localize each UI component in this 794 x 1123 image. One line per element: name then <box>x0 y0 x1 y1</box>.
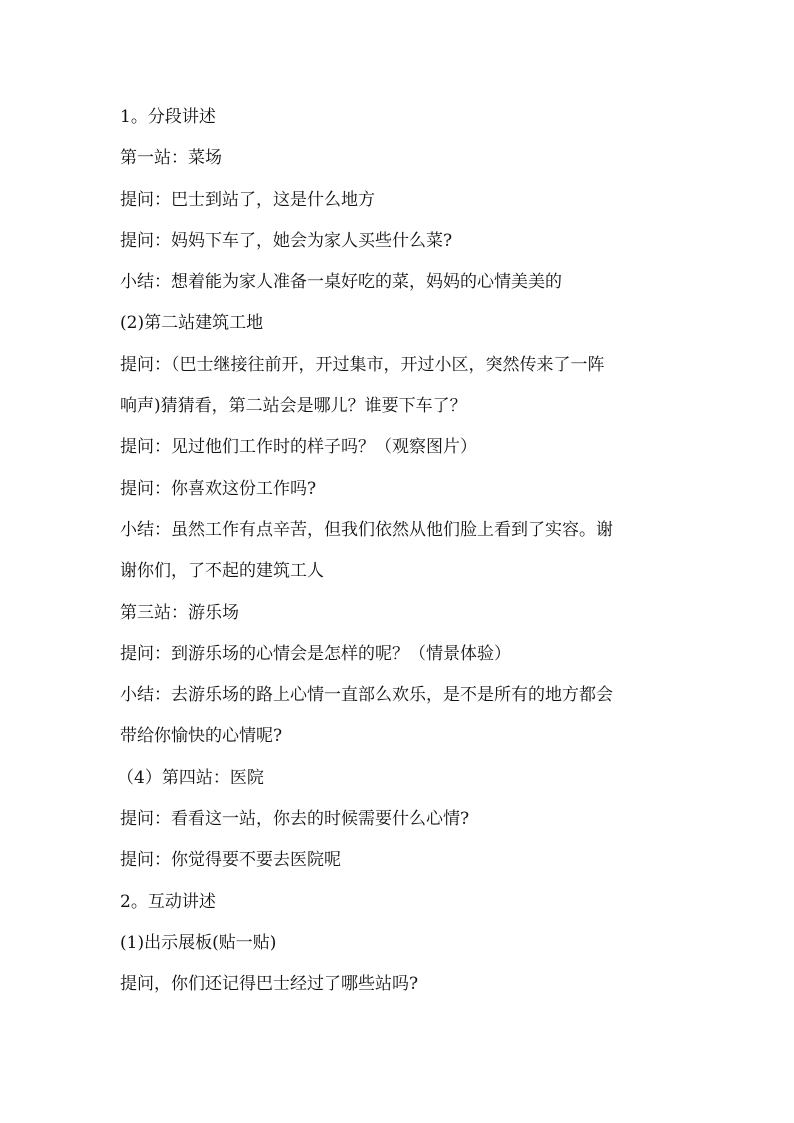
subsection-heading: (1)出示展板(贴一贴) <box>120 932 277 953</box>
paragraph-line: 第一站：菜场 <box>120 148 222 169</box>
section-heading: 1。分段讲述 <box>120 107 216 127</box>
paragraph-line: 小结：去游乐场的路上心情一直部么欢乐，是不是所有的地方都会 <box>120 685 613 706</box>
paragraph-line: 响声)猜猜看，第二站会是哪儿？谁要下车了？ <box>120 396 467 417</box>
paragraph-line: 提问：到游乐场的心情会是怎样的呢？（情景体验） <box>120 643 511 664</box>
paragraph-line: 小结：虽然工作有点辛苦，但我们依然从他们脸上看到了实容。谢 <box>120 519 613 540</box>
subsection-heading: (2)第二站建筑工地 <box>120 313 264 334</box>
subsection-heading: （4）第四站：医院 <box>117 767 264 788</box>
paragraph-line: 提问：见过他们工作时的样子吗？（观察图片） <box>120 437 477 458</box>
paragraph-line: 谢你们，了不起的建筑工人 <box>120 561 324 582</box>
paragraph-line: 小结：想着能为家人准备一桌好吃的菜，妈妈的心情美美的 <box>120 272 562 293</box>
paragraph-line: 提问：看看这一站，你去的时候需要什么心情? <box>120 809 470 830</box>
paragraph-line: 提问：（巴士继接往前开，开过集市，开过小区，突然传来了一阵 <box>120 354 605 375</box>
subsection-heading: 第三站：游乐场 <box>120 602 239 623</box>
paragraph-line: 提问：妈妈下车了，她会为家人买些什么菜? <box>120 230 453 251</box>
paragraph-line: 带给你愉快的心情呢? <box>120 726 283 747</box>
paragraph-line: 提问，你们还记得巴士经过了哪些站吗? <box>120 974 419 995</box>
document-body <box>117 104 680 1013</box>
paragraph-line: 提问：你觉得要不要去医院呢 <box>120 850 341 871</box>
paragraph-line: 提问：你喜欢这份工作吗? <box>120 478 317 499</box>
section-heading: 2。互动讲述 <box>120 891 216 912</box>
paragraph-line: 提问：巴士到站了，这是什么地方 <box>120 189 375 210</box>
